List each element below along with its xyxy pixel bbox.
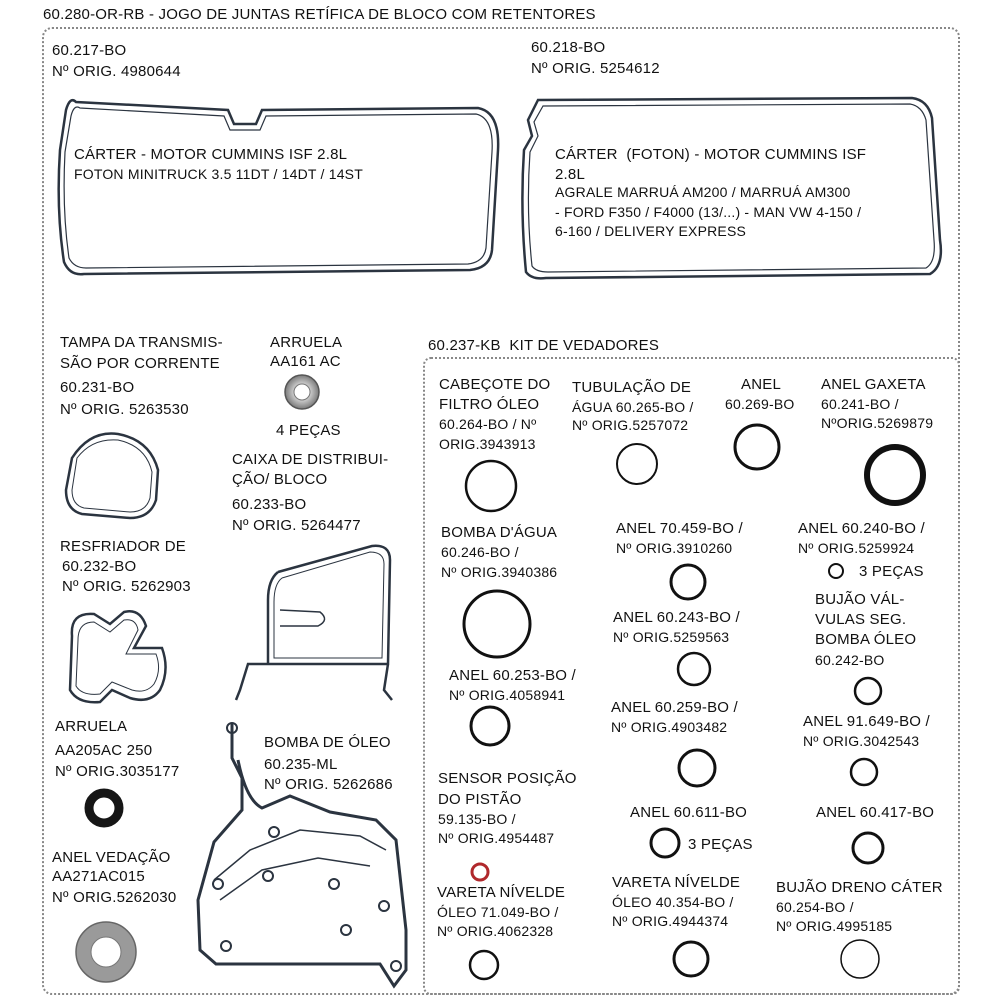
timing-cover-gasket [66,434,158,519]
anel60243-l2: Nº ORIG.5259563 [613,629,730,645]
ring-anel-60243 [678,653,710,685]
anel91649-l1: ANEL 91.649-BO / [803,713,930,730]
kit-title: 60.237-KB KIT DE VEDADORES [428,337,660,354]
gaxeta-l3: NºORIG.5269879 [821,415,934,431]
ring-vareta-2 [674,942,708,976]
bujao-valv-l2: VULAS SEG. [815,611,907,628]
carter1-desc2: FOTON MINITRUCK 3.5 11DT / 14DT / 14ST [74,166,363,182]
oil-cooler-gasket [70,611,166,702]
carter2-desc2: 2.8L [555,166,585,183]
arruela1-l2: AA161 AC [270,353,341,370]
bujao-valv-l4: 60.242-BO [815,652,885,668]
vareta1-l1: VARETA NÍVELDE [437,884,566,901]
bujao-valv-l1: BUJÃO VÁL- [815,591,905,608]
anel60611-l1: ANEL 60.611-BO [630,804,748,821]
anel60240-l2: Nº ORIG.5259924 [798,540,915,556]
ring-cabecote [466,461,516,511]
sensor-l4: Nº ORIG.4954487 [438,830,555,846]
resfriador-code: 60.232-BO [62,558,137,575]
bomba-agua-l3: Nº ORIG.3940386 [441,564,558,580]
anel60253-l1: ANEL 60.253-BO / [449,667,576,684]
sensor-l1: SENSOR POSIÇÃO [438,770,577,787]
anel60611-qty: 3 PEÇAS [688,836,753,853]
anel60259-l2: Nº ORIG.4903482 [611,719,728,735]
bomba-oleo-orig: Nº ORIG. 5262686 [264,776,393,793]
tubulacao-l3: Nº ORIG.5257072 [572,417,689,433]
sealing-washer [76,922,136,982]
arruela2-l2: AA205AC 250 [55,742,153,759]
caixa-code: 60.233-BO [232,496,307,513]
vareta1-l2: ÓLEO 71.049-BO / [437,904,559,920]
anel269-l1: ANEL [741,376,781,393]
vareta1-l3: Nº ORIG.4062328 [437,923,554,939]
cabecote-l1: CABEÇOTE DO [439,376,551,393]
anel70459-l1: ANEL 70.459-BO / [616,520,743,537]
carter1-desc1: CÁRTER - MOTOR CUMMINS ISF 2.8L [74,146,348,163]
ring-anel-70459 [671,565,705,599]
anel60259-l1: ANEL 60.259-BO / [611,699,738,716]
bomba-oleo-l1: BOMBA DE ÓLEO [264,734,391,751]
carter2-orig: Nº ORIG. 5254612 [531,60,660,77]
caixa-l1: CAIXA DE DISTRIBUI- [232,451,389,468]
tampa-code: 60.231-BO [60,379,135,396]
ring-anel-269 [735,425,779,469]
anel91649-l2: Nº ORIG.3042543 [803,733,920,749]
caixa-l2: ÇÃO/ BLOCO [232,471,328,488]
ring-anel-60259 [679,750,715,786]
anel60240-qty: 3 PEÇAS [859,563,924,580]
timing-case-gasket [236,546,392,700]
tubulacao-l1: TUBULAÇÃO DE [572,379,692,396]
gaxeta-l1: ANEL GAXETA [821,376,926,393]
bomba-agua-l1: BOMBA D'ÁGUA [441,524,558,541]
anel-vedacao-l1: ANEL VEDAÇÃO [52,849,171,866]
vareta2-l1: VARETA NÍVELDE [612,874,741,891]
carter2-desc4: - FORD F350 / F4000 (13/...) - MAN VW 4-150 / [555,204,862,220]
resfriador-orig: Nº ORIG. 5262903 [62,578,191,595]
arruela1-qty: 4 PEÇAS [276,422,341,439]
sensor-l2: DO PISTÃO [438,791,522,808]
ring-anel-60240 [829,564,843,578]
bomba-agua-l2: 60.246-BO / [441,544,519,560]
anel60253-l2: Nº ORIG.4058941 [449,687,566,703]
ring-sensor-red [472,864,488,880]
arruela2-orig: Nº ORIG.3035177 [55,763,180,780]
anel269-l2: 60.269-BO [725,396,795,412]
carter2-desc5: 6-160 / DELIVERY EXPRESS [555,223,747,239]
vareta2-l3: Nº ORIG.4944374 [612,913,729,929]
tampa-l2: SÃO POR CORRENTE [60,355,220,372]
ring-anel-91649 [851,759,877,785]
bujao-dreno-l2: 60.254-BO / [776,899,854,915]
ring-anel-60611 [651,829,679,857]
ring-tubulacao [617,444,657,484]
sensor-l3: 59.135-BO / [438,811,516,827]
carter1-orig: Nº ORIG. 4980644 [52,63,181,80]
tubulacao-l2: ÁGUA 60.265-BO / [572,399,694,415]
ring-bujao-dreno [841,940,879,978]
anel-vedacao-l2: AA271AC015 [52,868,145,885]
cabecote-l2: FILTRO ÓLEO [439,396,540,413]
ring-bujao-valvulas [855,678,881,704]
ring-anel-60417 [853,833,883,863]
oil-pan-gasket-1 [59,100,499,274]
ring-vareta-1 [470,951,498,979]
carter2-desc3: AGRALE MARRUÁ AM200 / MARRUÁ AM300 [555,184,851,200]
caixa-orig: Nº ORIG. 5264477 [232,517,361,534]
bomba-oleo-code: 60.235-ML [264,756,338,773]
tampa-l1: TAMPA DA TRANSMIS- [60,334,223,351]
carter1-code: 60.217-BO [52,42,127,59]
ring-anel-60253 [471,707,509,745]
arruela2-l1: ARRUELA [55,718,128,735]
resfriador-l1: RESFRIADOR DE [60,538,186,555]
tampa-orig: Nº ORIG. 5263530 [60,401,189,418]
bujao-dreno-l3: Nº ORIG.4995185 [776,918,893,934]
ring-gaxeta [867,447,923,503]
washer-aa161 [285,375,319,409]
gaxeta-l2: 60.241-BO / [821,396,899,412]
anel60243-l1: ANEL 60.243-BO / [613,609,740,626]
anel60417-l1: ANEL 60.417-BO [816,804,935,821]
washer-aa205 [89,793,119,823]
cabecote-l3: 60.264-BO / Nº [439,416,537,432]
anel60240-l1: ANEL 60.240-BO / [798,520,925,537]
anel-vedacao-orig: Nº ORIG.5262030 [52,889,177,906]
bujao-valv-l3: BOMBA ÓLEO [815,631,917,648]
anel70459-l2: Nº ORIG.3910260 [616,540,733,556]
arruela1-l1: ARRUELA [270,334,343,351]
ring-bomba-agua [464,591,530,657]
vareta2-l2: ÓLEO 40.354-BO / [612,894,734,910]
page-title: 60.280-OR-RB - JOGO DE JUNTAS RETÍFICA DE BLOCO COM RETENTORES [43,6,596,23]
cabecote-l4: ORIG.3943913 [439,436,536,452]
carter2-desc1: CÁRTER (FOTON) - MOTOR CUMMINS ISF [555,146,867,163]
bujao-dreno-l1: BUJÃO DRENO CÁTER [776,879,943,896]
carter2-code: 60.218-BO [531,39,606,56]
